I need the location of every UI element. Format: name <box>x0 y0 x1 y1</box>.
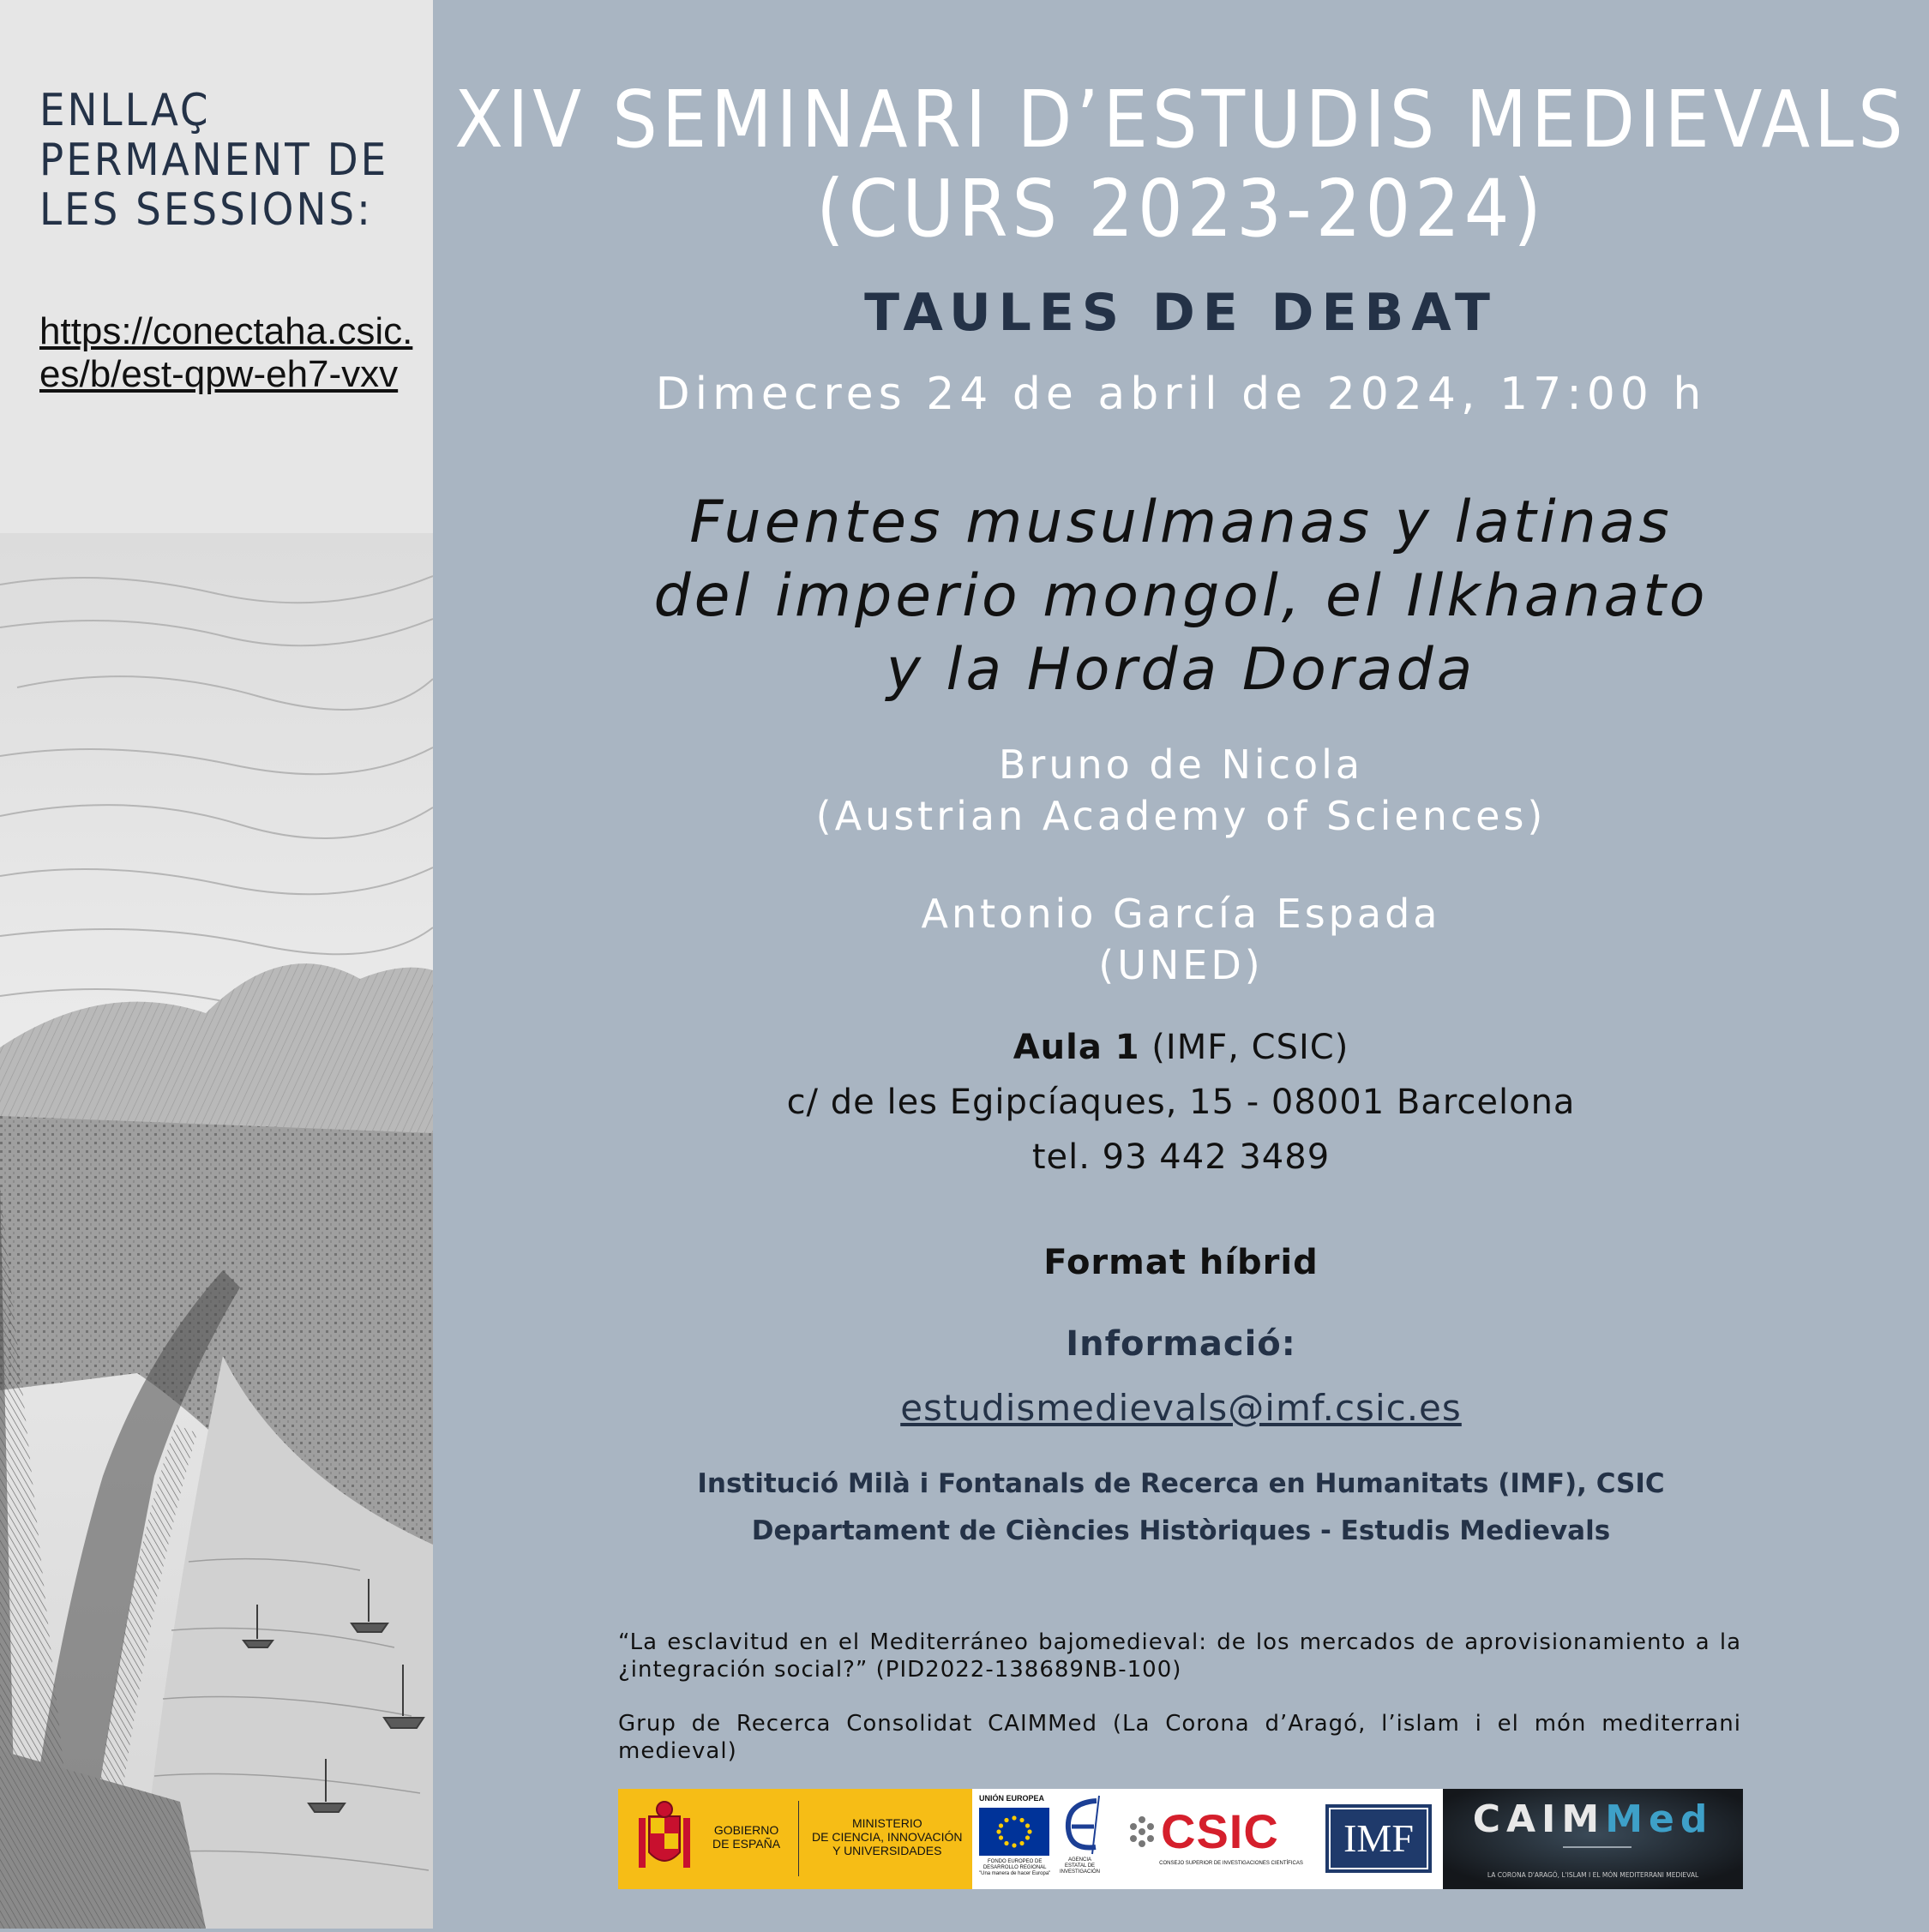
caimmed-text-b: Med <box>1605 1797 1714 1841</box>
ministerio-line3: Y UNIVERSIDADES <box>832 1844 942 1857</box>
seminar-title-line2: (CURS 2023-2024) <box>816 163 1546 255</box>
caimmed-subtitle: LA CORONA D'ARAGÓ, L'ISLAM I EL MÓN MEDITERRANI MEDIEVAL <box>1487 1871 1699 1879</box>
speaker-2 <box>433 888 1929 991</box>
speaker-1-affiliation: (Austrian Academy of Sciences) <box>815 793 1547 839</box>
harbor-engraving-image <box>0 533 433 1929</box>
spain-coat-of-arms-icon <box>630 1799 699 1878</box>
imf-logo-text: IMF <box>1329 1808 1428 1869</box>
sidebar-panel <box>0 0 433 533</box>
aei-logo-icon <box>1058 1794 1109 1857</box>
aei-line2: ESTATAL DE <box>1064 1863 1096 1869</box>
aei-line3: INVESTIGACIÓN <box>1060 1869 1101 1875</box>
institution-line-2: Departament de Ciències Històriques - Estudis Medievals <box>751 1515 1611 1546</box>
talk-title <box>433 486 1929 707</box>
talk-title-line3: y la Horda Dorada <box>886 636 1476 704</box>
ministry-logo <box>618 1789 972 1889</box>
imf-logo-box <box>1325 1804 1432 1873</box>
speaker-2-name: Antonio García Espada <box>921 891 1441 937</box>
eu-fund-line2: DESARROLLO REGIONAL <box>983 1865 1047 1870</box>
csic-subtitle: CONSEJO SUPERIOR DE INVESTIGACIONES CIENTÍFICAS <box>1159 1861 1303 1866</box>
contact-email-link[interactable]: estudismedievals@imf.csic.es <box>900 1387 1462 1429</box>
event-type-heading: TAULES DE DEBAT <box>864 283 1498 343</box>
caimmed-logo <box>1443 1789 1743 1889</box>
logo-divider <box>798 1801 799 1876</box>
sessions-link-heading: ENLLAÇ PERMANENT DE LES SESSIONS: <box>39 85 389 236</box>
talk-title-line2: del imperio mongol, el Ilkhanato <box>653 562 1709 630</box>
venue-phone: tel. 93 442 3489 <box>1031 1137 1331 1177</box>
sponsor-logos-strip <box>618 1789 1743 1889</box>
gobierno-text <box>712 1823 780 1851</box>
seminar-title <box>433 75 1929 254</box>
aei-line1: AGENCIA <box>1068 1857 1092 1863</box>
event-format: Format híbrid <box>1043 1243 1319 1282</box>
eu-fund-line3: "Una manera de hacer Europa" <box>979 1871 1051 1876</box>
project-reference-2: Grup de Recerca Consolidat CAIMMed (La Corona d’Aragó, l’islam i el món mediterrani medieval) <box>618 1711 1741 1764</box>
speaker-1 <box>433 739 1929 842</box>
talk-title-line1: Fuentes musulmanas y latinas <box>689 489 1673 556</box>
institution-line-1: Institució Milà i Fontanals de Recerca en Humanitats (IMF), CSIC <box>697 1468 1665 1499</box>
venue-address: c/ de les Egipcíaques, 15 - 08001 Barcelona <box>786 1083 1576 1122</box>
eu-fund-line1: FONDO EUROPEO DE <box>987 1859 1043 1864</box>
eu-label: UNIÓN EUROPEA <box>979 1794 1045 1803</box>
ministerio-line1: MINISTERIO <box>851 1816 922 1830</box>
venue-room-name: Aula 1 <box>1013 1028 1140 1067</box>
gobierno-line2: DE ESPAÑA <box>712 1837 781 1851</box>
csic-emblem-icon <box>1127 1815 1157 1849</box>
project-reference-1: “La esclavitud en el Mediterráneo bajomedieval: de los mercados de aprovisionamiento a la ¿integración social?” (PID2022-138689NB-100) <box>618 1629 1741 1683</box>
venue-room <box>433 1020 1929 1075</box>
aei-text <box>1060 1857 1100 1875</box>
csic-logo-text: CSIC <box>1161 1804 1279 1858</box>
event-date: Dimecres 24 de abril de 2024, 17:00 h <box>655 369 1707 420</box>
eu-csic-logos <box>972 1789 1443 1889</box>
ministerio-text <box>812 1816 963 1857</box>
venue-room-detail: (IMF, CSIC) <box>1139 1028 1349 1067</box>
sessions-permanent-link[interactable]: https://conectaha.csic.es/b/est-qpw-eh7-vxv <box>39 310 413 395</box>
speaker-1-name: Bruno de Nicola <box>998 741 1364 788</box>
main-content <box>433 0 1929 1929</box>
caimmed-text-a: CAIM <box>1472 1797 1606 1841</box>
info-label: Informació: <box>1066 1324 1296 1364</box>
caimmed-logo-text <box>1443 1797 1743 1841</box>
gobierno-line1: GOBIERNO <box>713 1823 779 1837</box>
speaker-2-affiliation: (UNED) <box>1098 942 1264 988</box>
venue-block <box>433 1020 1929 1185</box>
seminar-title-line1: XIV SEMINARI D’ESTUDIS MEDIEVALS <box>454 74 1908 165</box>
eu-flag-icon <box>979 1808 1049 1856</box>
eu-fund-text <box>979 1859 1050 1877</box>
imf-logo <box>1315 1789 1443 1889</box>
ministerio-line2: DE CIENCIA, INNOVACIÓN <box>812 1830 963 1844</box>
